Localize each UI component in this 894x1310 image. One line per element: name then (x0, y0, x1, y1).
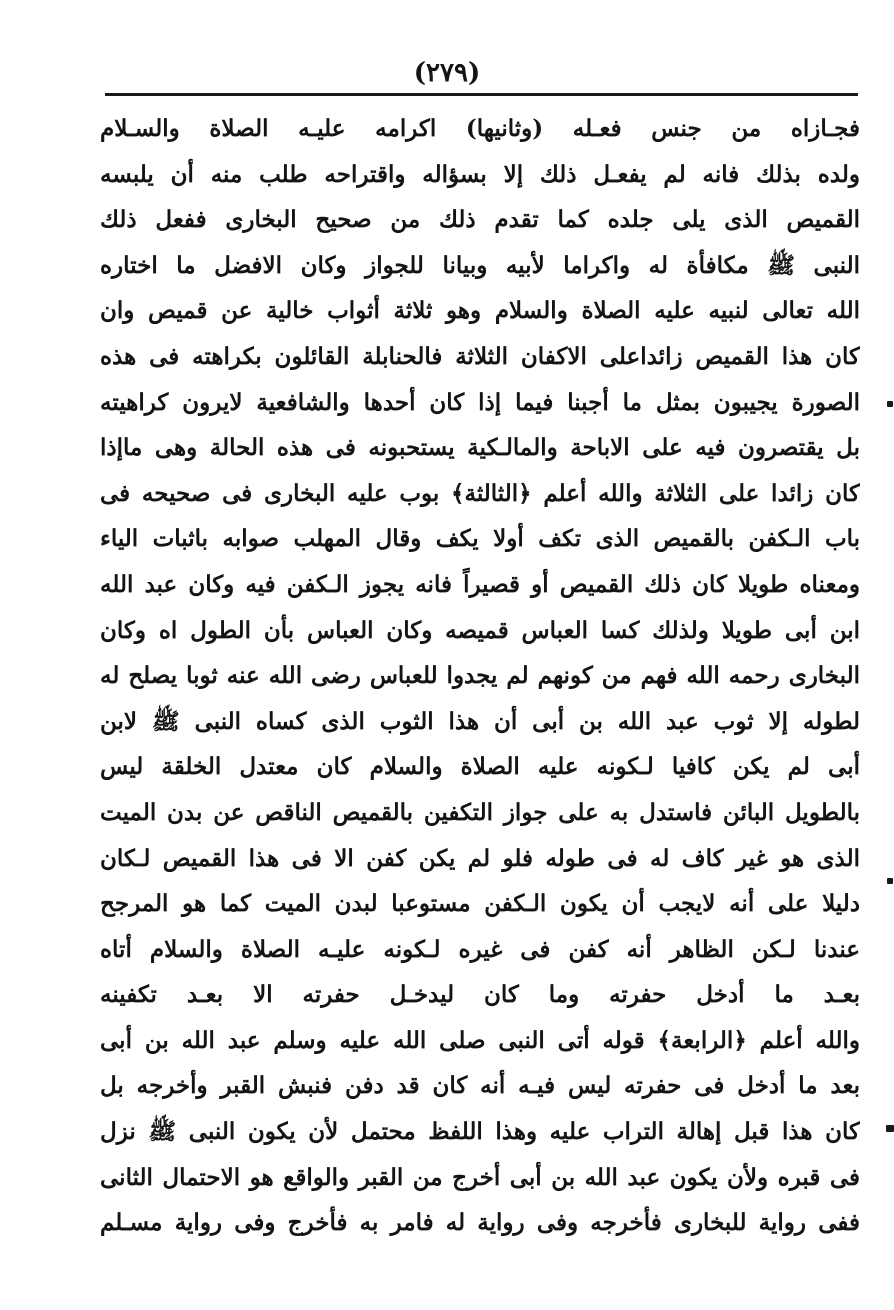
text-line: دليلا على أنه لايجب أن يكون الـكفن مستوعبا لبدن الميت كما هو المرجح (100, 890, 860, 918)
text-line: فى قبره ولأن يكون عبد الله بن أبى أخرج من القبر والواقع هو الاحتمال الثانى (100, 1163, 860, 1191)
text-line: الذى هو غير كاف له فى طوله فلو لم يكن كفن الا فى هذا القميص لـكان (100, 844, 860, 872)
body-text (100, 106, 860, 1246)
text-line: الله تعالى لنبيه عليه الصلاة والسلام وهو ثلاثة أثواب خالية عن قميص وان (100, 297, 860, 325)
text-line: بل يقتصرون فيه على الاباحة والمالـكية يستحبونه فى هذه الحالة وهى ماإذا (100, 434, 860, 462)
text-line: الصورة يجيبون بمثل ما أجبنا فيما إذا كان أحدها والشافعية لايرون كراهيته (100, 388, 860, 416)
text-line: البخارى رحمه الله فهم من كونهم لم يجدوا للعباس رضى الله عنه ثوبا يصلح له (100, 662, 860, 690)
text-line: كان زائدا على الثلاثة والله أعلم ﴿الثالثة﴾ بوب عليه البخارى فى صحيحه فى (100, 479, 860, 507)
margin-mark (886, 1125, 894, 1132)
text-line: ابن أبى طويلا ولذلك كسا العباس قميصه وكان العباس بأن الطول اه وكان (100, 616, 860, 644)
text-line: عندنا لـكن الظاهر أنه كفن فى غيره لـكونه عليـه الصلاة والسلام أتاه (100, 935, 860, 963)
text-line: كان هذا قبل إهالة التراب عليه وهذا اللفظ محتمل لأن يكون النبى ﷺ نزل (100, 1118, 860, 1146)
text-line: بعـد ما أدخل حفرته وما كان ليدخـل حفرته الا بعـد تكفينه (100, 981, 860, 1009)
text-line: أبى لم يكن كافيا لـكونه عليه الصلاة والسلام كان معتدل الخلقة ليس (100, 753, 860, 781)
text-line: كان هذا القميص زائداعلى الاكفان الثلاثة فالحنابلة القائلون بكراهته فى هذه (100, 342, 860, 370)
margin-mark (887, 401, 893, 407)
text-line: القميص الذى يلى جلده كما تقدم ذلك من صحيح البخارى ففعل ذلك (100, 206, 860, 234)
text-line: والله أعلم ﴿الرابعة﴾ قوله أتى النبى صلى الله عليه وسلم عبد الله بن أبى (100, 1026, 860, 1054)
text-line: ولده بذلك فانه لم يفعـل ذلك إلا بسؤاله واقتراحه طلب منه أن يلبسه (100, 160, 860, 188)
text-line: النبى ﷺ مكافأة له واكراما لأبيه وبيانا للجواز وكان الافضل ما اختاره (100, 251, 860, 279)
text-line: فجـازاه من جنس فعـله (وثانيها) اكرامه عليـه الصلاة والسـلام (100, 115, 860, 142)
page-number: (٢٧٩) (413, 58, 481, 88)
text-line: ومعناه طويلا كان ذلك القميص أو قصيراً فانه يجوز الـكفن فيه وكان عبد الله (100, 570, 860, 598)
text-line: بالطويل البائن فاستدل به على جواز التكفين بالقميص الناقص عن بدن الميت (100, 798, 860, 826)
header-rule (105, 93, 858, 96)
text-line: لطوله إلا ثوب عبد الله بن أبى أن هذا الثوب الذى كساه النبى ﷺ لابن (100, 707, 860, 735)
text-line: باب الـكفن بالقميص الذى تكف أولا يكف وقال المهلب صوابه باثبات الياء (100, 525, 860, 553)
margin-mark (887, 878, 893, 884)
text-line: بعد ما أدخل فى حفرته ليس فيـه أنه كان قد دفن فنبش القبر وأخرجه بل (100, 1072, 860, 1100)
text-line: ففى رواية للبخارى فأخرجه وفى رواية له فامر به فأخرج وفى رواية مسـلم (100, 1209, 860, 1237)
